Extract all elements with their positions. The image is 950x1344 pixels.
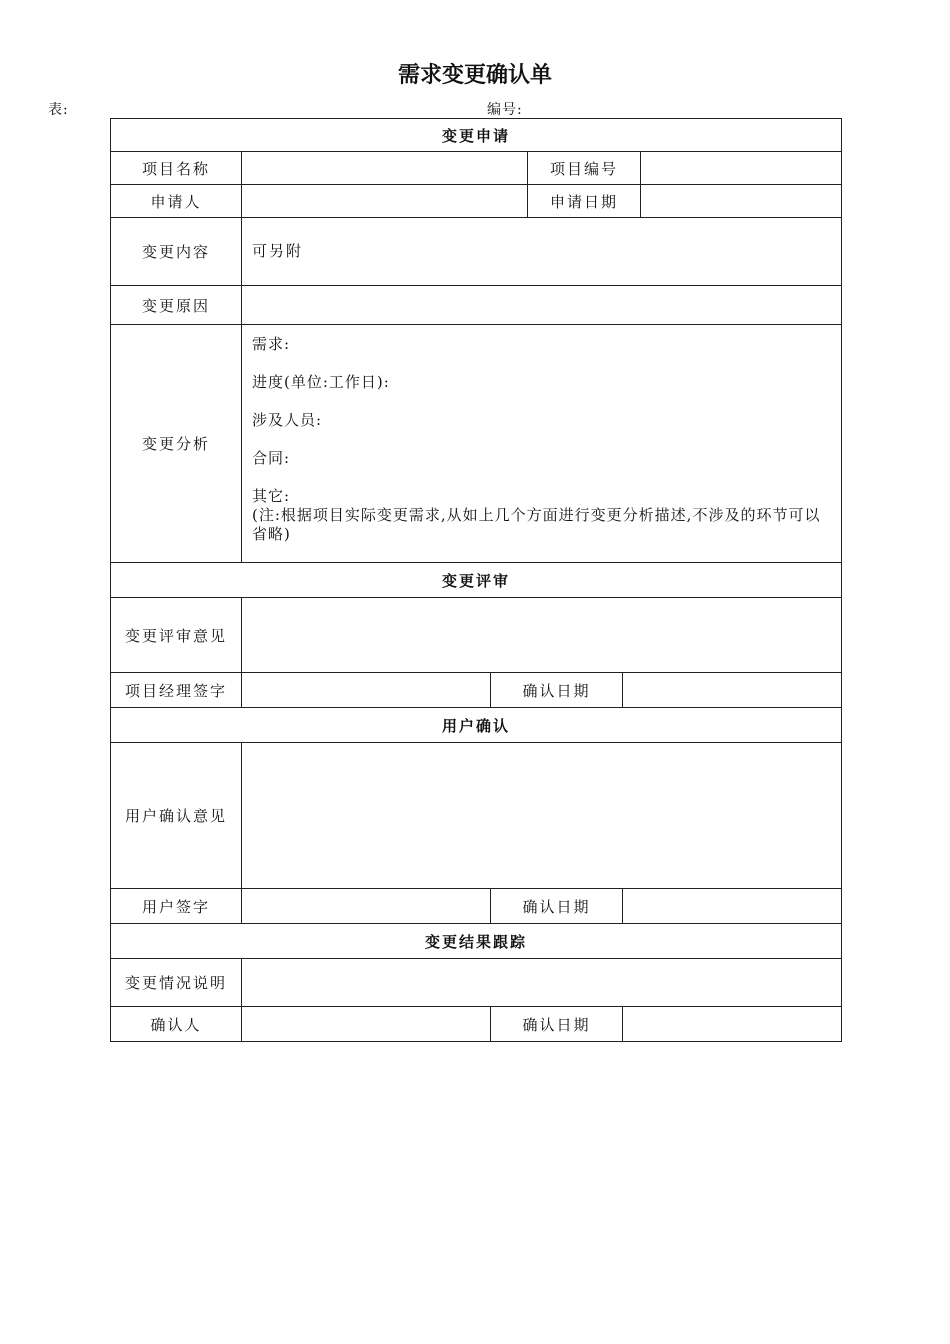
project-name-label: 项目名称 — [111, 152, 242, 185]
review-confirm-date-label: 确认日期 — [491, 673, 623, 708]
applicant-label: 申请人 — [111, 185, 242, 218]
user-opinion-label: 用户确认意见 — [111, 743, 242, 889]
user-sign-label: 用户签字 — [111, 889, 242, 924]
section-header-request: 变更申请 — [111, 119, 842, 152]
change-content-hint: 可另附 — [252, 242, 304, 260]
analysis-schedule: 进度(单位:工作日): — [252, 373, 390, 391]
change-reason-field[interactable] — [242, 286, 842, 325]
user-opinion-field[interactable] — [242, 743, 842, 889]
apply-date-label: 申请日期 — [528, 185, 641, 218]
form-number-label: 编号: — [487, 102, 523, 118]
change-content-field[interactable] — [242, 218, 842, 286]
analysis-other: 其它: — [252, 487, 291, 505]
section-header-user-confirm: 用户确认 — [111, 708, 842, 743]
user-confirm-date-field[interactable] — [623, 889, 842, 924]
change-content-label: 变更内容 — [111, 218, 242, 286]
pm-sign-field[interactable] — [242, 673, 491, 708]
review-opinion-field[interactable] — [242, 598, 842, 673]
project-number-field[interactable] — [641, 152, 842, 185]
tracking-confirm-date-field[interactable] — [623, 1007, 842, 1042]
change-reason-label: 变更原因 — [111, 286, 242, 325]
pm-sign-label: 项目经理签字 — [111, 673, 242, 708]
change-analysis-field[interactable] — [242, 325, 842, 563]
analysis-contract: 合同: — [252, 449, 291, 467]
change-request-form — [110, 118, 842, 1042]
tracking-confirm-date-label: 确认日期 — [491, 1007, 623, 1042]
confirmer-field[interactable] — [242, 1007, 491, 1042]
review-opinion-label: 变更评审意见 — [111, 598, 242, 673]
form-table-label: 表: — [48, 102, 69, 118]
applicant-field[interactable] — [242, 185, 528, 218]
project-name-field[interactable] — [242, 152, 528, 185]
user-confirm-date-label: 确认日期 — [491, 889, 623, 924]
analysis-note: (注:根据项目实际变更需求,从如上几个方面进行变更分析描述,不涉及的环节可以省略) — [252, 506, 821, 543]
change-description-label: 变更情况说明 — [111, 959, 242, 1007]
confirmer-label: 确认人 — [111, 1007, 242, 1042]
change-analysis-label: 变更分析 — [111, 325, 242, 563]
analysis-people: 涉及人员: — [252, 411, 323, 429]
section-header-tracking: 变更结果跟踪 — [111, 924, 842, 959]
change-description-field[interactable] — [242, 959, 842, 1007]
review-confirm-date-field[interactable] — [623, 673, 842, 708]
user-sign-field[interactable] — [242, 889, 491, 924]
analysis-requirement: 需求: — [252, 335, 291, 353]
section-header-review: 变更评审 — [111, 563, 842, 598]
project-number-label: 项目编号 — [528, 152, 641, 185]
page-title: 需求变更确认单 — [397, 63, 552, 88]
apply-date-field[interactable] — [641, 185, 842, 218]
